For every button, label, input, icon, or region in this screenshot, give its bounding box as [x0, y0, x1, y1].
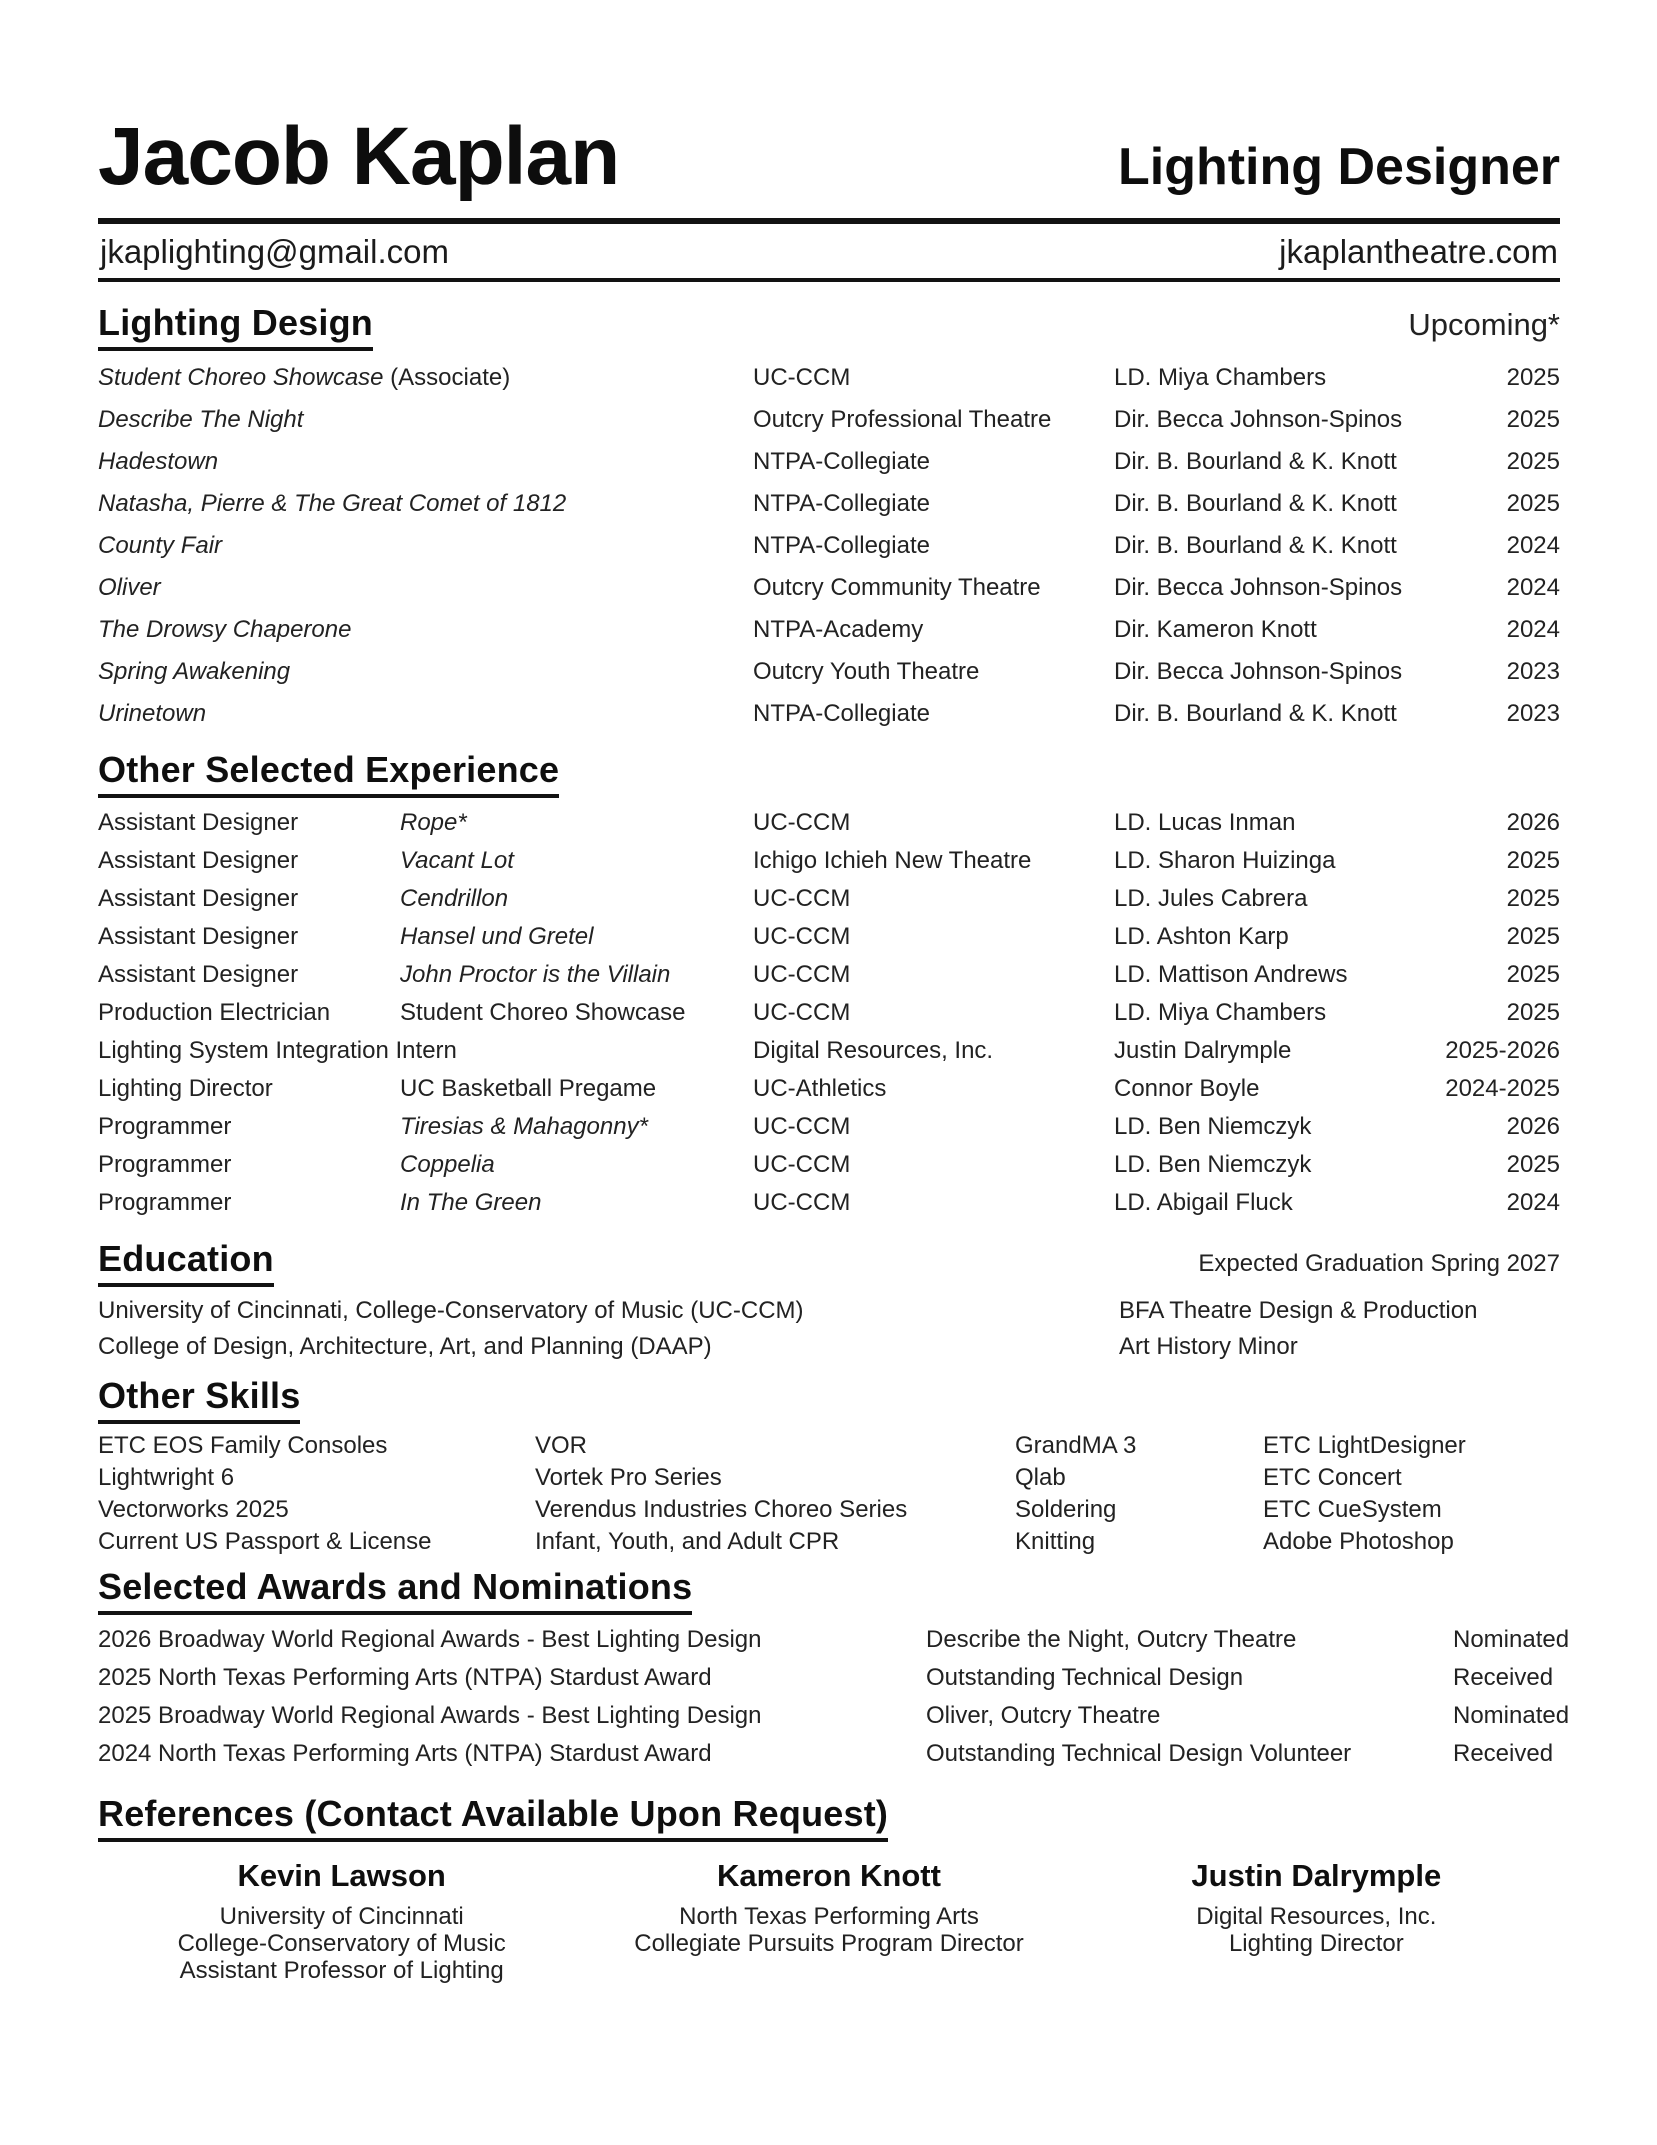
reference-name: Kameron Knott	[717, 1857, 941, 1893]
skill: VOR	[535, 1431, 588, 1459]
lighting-design-row	[98, 525, 1560, 567]
reference-name: Justin Dalrymple	[1191, 1857, 1442, 1893]
skill: Knitting	[1015, 1527, 1096, 1555]
credit: LD. Ben Niemczyk	[1114, 1150, 1312, 1178]
credit: Dir. B. Bourland & K. Knott	[1114, 699, 1397, 727]
award-detail: Outstanding Technical Design Volunteer	[926, 1739, 1352, 1767]
lighting-design-row	[98, 483, 1560, 525]
venue: Outcry Professional Theatre	[753, 405, 1052, 433]
experience-row	[98, 1146, 1560, 1184]
year: 2025	[1506, 489, 1560, 517]
header	[98, 111, 1560, 202]
contact-row	[98, 224, 1560, 278]
year: 2023	[1506, 699, 1560, 727]
candidate-name: Jacob Kaplan	[98, 111, 620, 202]
venue: UC-CCM	[753, 998, 851, 1026]
award-detail: Outstanding Technical Design	[926, 1663, 1244, 1691]
year: 2024	[1506, 1188, 1560, 1216]
venue: NTPA-Collegiate	[753, 699, 930, 727]
skill: ETC LightDesigner	[1263, 1431, 1466, 1459]
role: Assistant Designer	[98, 922, 299, 950]
show-title: Hansel und Gretel	[400, 922, 594, 950]
lighting-design-row	[98, 399, 1560, 441]
upcoming-note: Upcoming*	[1408, 306, 1560, 342]
venue: Digital Resources, Inc.	[753, 1036, 994, 1064]
role: Assistant Designer	[98, 846, 299, 874]
reference-card	[1073, 1858, 1560, 1984]
credit: LD. Jules Cabrera	[1114, 884, 1308, 912]
venue: Ichigo Ichieh New Theatre	[753, 846, 1032, 874]
experience-row	[98, 880, 1560, 918]
skills-row	[98, 1430, 1560, 1462]
experience-row	[98, 1108, 1560, 1146]
show-title	[98, 658, 753, 686]
year: 2025	[1506, 405, 1560, 433]
award-name: 2025 North Texas Performing Arts (NTPA) Stardust Award	[98, 1663, 712, 1691]
credit: Dir. B. Bourland & K. Knott	[1114, 489, 1397, 517]
credit: Dir. Becca Johnson-Spinos	[1114, 573, 1403, 601]
venue: UC-CCM	[753, 960, 851, 988]
credit: LD. Lucas Inman	[1114, 808, 1296, 836]
award-name: 2025 Broadway World Regional Awards - Best Lighting Design	[98, 1701, 762, 1729]
year: 2025	[1506, 922, 1560, 950]
reference-org: University of Cincinnati	[219, 1902, 464, 1930]
skill: Current US Passport & License	[98, 1527, 432, 1555]
award-status: Received	[1453, 1739, 1554, 1767]
skill: ETC CueSystem	[1263, 1495, 1442, 1523]
lighting-design-table	[98, 357, 1560, 735]
institution: College of Design, Architecture, Art, and Planning (DAAP)	[98, 1332, 712, 1360]
skill: Qlab	[1015, 1463, 1066, 1491]
show-title	[98, 406, 753, 434]
venue: UC-Athletics	[753, 1074, 887, 1102]
credit: LD. Miya Chambers	[1114, 363, 1327, 391]
show-title: Coppelia	[400, 1150, 495, 1178]
year: 2025	[1506, 998, 1560, 1026]
venue: NTPA-Collegiate	[753, 447, 930, 475]
role: Production Electrician	[98, 998, 331, 1026]
credit: LD. Sharon Huizinga	[1114, 846, 1336, 874]
year: 2025	[1506, 363, 1560, 391]
role: Lighting Director	[98, 1074, 273, 1102]
experience-row	[98, 918, 1560, 956]
section-awards-header	[98, 1566, 1560, 1615]
reference-card	[98, 1858, 585, 1984]
reference-org: Digital Resources, Inc.	[1196, 1902, 1437, 1930]
show-title-suffix: (Associate)	[383, 363, 511, 391]
venue: UC-CCM	[753, 1112, 851, 1140]
reference-role: Lighting Director	[1228, 1929, 1404, 1957]
skill: Infant, Youth, and Adult CPR	[535, 1527, 840, 1555]
venue: UC-CCM	[753, 1150, 851, 1178]
award-detail: Describe the Night, Outcry Theatre	[926, 1625, 1297, 1653]
award-row	[98, 1697, 1570, 1735]
venue: UC-CCM	[753, 363, 851, 391]
show-title: Rope*	[400, 808, 467, 836]
lighting-design-row	[98, 357, 1560, 399]
award-name: 2026 Broadway World Regional Awards - Best Lighting Design	[98, 1625, 762, 1653]
credit: Connor Boyle	[1114, 1074, 1260, 1102]
section-title-references: References (Contact Available Upon Request)	[98, 1793, 888, 1842]
show-title: Student Choreo Showcase	[400, 998, 686, 1026]
award-row	[98, 1621, 1570, 1659]
role: Programmer	[98, 1188, 232, 1216]
show-title-main: Spring Awakening	[98, 657, 291, 685]
lighting-design-row	[98, 609, 1560, 651]
show-title: In The Green	[400, 1188, 542, 1216]
lighting-design-row	[98, 651, 1560, 693]
education-table	[98, 1293, 1560, 1365]
experience-row	[98, 842, 1560, 880]
show-title-main: Natasha, Pierre & The Great Comet of 1812	[98, 489, 567, 517]
lighting-design-row	[98, 693, 1560, 735]
reference-extra: Assistant Professor of Lighting	[179, 1956, 504, 1984]
award-status: Received	[1453, 1663, 1554, 1691]
other-experience-table	[98, 804, 1560, 1222]
awards-table	[98, 1621, 1570, 1773]
award-status: Nominated	[1453, 1701, 1570, 1729]
show-title	[98, 700, 753, 728]
section-lighting-design-header	[98, 302, 1560, 351]
show-title-main: Urinetown	[98, 699, 207, 727]
show-title	[98, 532, 753, 560]
lighting-design-row	[98, 441, 1560, 483]
section-education-header	[98, 1238, 1560, 1287]
skills-row	[98, 1526, 1560, 1558]
credit: Dir. Becca Johnson-Spinos	[1114, 405, 1403, 433]
role: Lighting System Integration Intern	[98, 1036, 457, 1064]
venue: UC-CCM	[753, 1188, 851, 1216]
experience-row	[98, 994, 1560, 1032]
section-title-lighting-design: Lighting Design	[98, 302, 373, 351]
venue: NTPA-Academy	[753, 615, 924, 643]
role: Programmer	[98, 1112, 232, 1140]
header-rule-bottom	[98, 278, 1560, 282]
show-title-main: Describe The Night	[98, 405, 304, 433]
year: 2025	[1506, 1150, 1560, 1178]
section-other-experience-header	[98, 749, 1560, 798]
skills-row	[98, 1494, 1560, 1526]
show-title-main: Student Choreo Showcase	[98, 363, 384, 391]
credit: Dir. Kameron Knott	[1114, 615, 1317, 643]
reference-role: College-Conservatory of Music	[177, 1929, 506, 1957]
role: Assistant Designer	[98, 808, 299, 836]
section-title-education: Education	[98, 1238, 274, 1287]
venue: NTPA-Collegiate	[753, 489, 930, 517]
venue: UC-CCM	[753, 808, 851, 836]
show-title-main: County Fair	[98, 531, 223, 559]
lighting-design-row	[98, 567, 1560, 609]
year: 2024	[1506, 573, 1560, 601]
role: Assistant Designer	[98, 960, 299, 988]
award-name: 2024 North Texas Performing Arts (NTPA) Stardust Award	[98, 1739, 712, 1767]
credit: Dir. B. Bourland & K. Knott	[1114, 447, 1397, 475]
credit: LD. Mattison Andrews	[1114, 960, 1348, 988]
section-references-header	[98, 1793, 1560, 1842]
education-row	[98, 1293, 1560, 1329]
institution: University of Cincinnati, College-Conservatory of Music (UC-CCM)	[98, 1296, 804, 1324]
credit: Dir. Becca Johnson-Spinos	[1114, 657, 1403, 685]
show-title: UC Basketball Pregame	[400, 1074, 657, 1102]
show-title	[98, 364, 753, 392]
venue: UC-CCM	[753, 922, 851, 950]
year: 2025	[1506, 846, 1560, 874]
education-row	[98, 1329, 1560, 1365]
skill: Vectorworks 2025	[98, 1495, 289, 1523]
skill: Adobe Photoshop	[1263, 1527, 1454, 1555]
section-skills-header	[98, 1375, 1560, 1424]
experience-row	[98, 1070, 1560, 1108]
skill: GrandMA 3	[1015, 1431, 1137, 1459]
email-text: jkaplighting@gmail.com	[100, 232, 449, 270]
credit: LD. Miya Chambers	[1114, 998, 1327, 1026]
year: 2024-2025	[1445, 1074, 1560, 1102]
experience-row	[98, 804, 1560, 842]
venue: Outcry Youth Theatre	[753, 657, 980, 685]
skill: ETC Concert	[1263, 1463, 1402, 1491]
experience-row	[98, 956, 1560, 994]
show-title	[98, 490, 753, 518]
venue: Outcry Community Theatre	[753, 573, 1041, 601]
skill: ETC EOS Family Consoles	[98, 1431, 388, 1459]
year: 2026	[1506, 808, 1560, 836]
graduation-note: Expected Graduation Spring 2027	[1198, 1249, 1560, 1277]
reference-name: Kevin Lawson	[237, 1857, 446, 1893]
website-text: jkaplantheatre.com	[1279, 232, 1558, 270]
credit: Justin Dalrymple	[1114, 1036, 1292, 1064]
skill: Soldering	[1015, 1495, 1117, 1523]
credit: LD. Ashton Karp	[1114, 922, 1289, 950]
year: 2023	[1506, 657, 1560, 685]
role: Programmer	[98, 1150, 232, 1178]
skill: Verendus Industries Choreo Series	[535, 1495, 908, 1523]
venue: UC-CCM	[753, 884, 851, 912]
year: 2026	[1506, 1112, 1560, 1140]
year: 2025	[1506, 447, 1560, 475]
section-title-skills: Other Skills	[98, 1375, 300, 1424]
references-grid	[98, 1858, 1560, 1984]
experience-row	[98, 1184, 1560, 1222]
role: Assistant Designer	[98, 884, 299, 912]
show-title: John Proctor is the Villain	[400, 960, 671, 988]
show-title-main: Oliver	[98, 573, 161, 601]
award-detail: Oliver, Outcry Theatre	[926, 1701, 1161, 1729]
show-title	[98, 448, 753, 476]
degree: Art History Minor	[1119, 1332, 1298, 1360]
year: 2025	[1506, 884, 1560, 912]
show-title: Vacant Lot	[400, 846, 514, 874]
reference-card	[585, 1858, 1072, 1984]
award-row	[98, 1659, 1560, 1697]
show-title-main: The Drowsy Chaperone	[98, 615, 352, 643]
reference-org: North Texas Performing Arts	[679, 1902, 979, 1930]
section-title-awards: Selected Awards and Nominations	[98, 1566, 692, 1615]
award-status: Nominated	[1453, 1625, 1570, 1653]
year: 2024	[1506, 615, 1560, 643]
year: 2024	[1506, 531, 1560, 559]
candidate-job-title: Lighting Designer	[1118, 138, 1560, 196]
skill: Lightwright 6	[98, 1463, 235, 1491]
year: 2025	[1506, 960, 1560, 988]
show-title: Cendrillon	[400, 884, 509, 912]
degree: BFA Theatre Design & Production	[1119, 1296, 1478, 1324]
show-title	[98, 616, 753, 644]
skill: Vortek Pro Series	[535, 1463, 722, 1491]
skills-row	[98, 1462, 1560, 1494]
award-row	[98, 1735, 1560, 1773]
skills-table	[98, 1430, 1560, 1558]
credit: LD. Ben Niemczyk	[1114, 1112, 1312, 1140]
year: 2025-2026	[1445, 1036, 1560, 1064]
show-title	[98, 574, 753, 602]
credit: Dir. B. Bourland & K. Knott	[1114, 531, 1397, 559]
show-title: Tiresias & Mahagonny*	[400, 1112, 648, 1140]
reference-role: Collegiate Pursuits Program Director	[634, 1929, 1024, 1957]
venue: NTPA-Collegiate	[753, 531, 930, 559]
credit: LD. Abigail Fluck	[1114, 1188, 1293, 1216]
show-title-main: Hadestown	[98, 447, 219, 475]
section-title-other-experience: Other Selected Experience	[98, 749, 559, 798]
experience-row	[98, 1032, 1560, 1070]
